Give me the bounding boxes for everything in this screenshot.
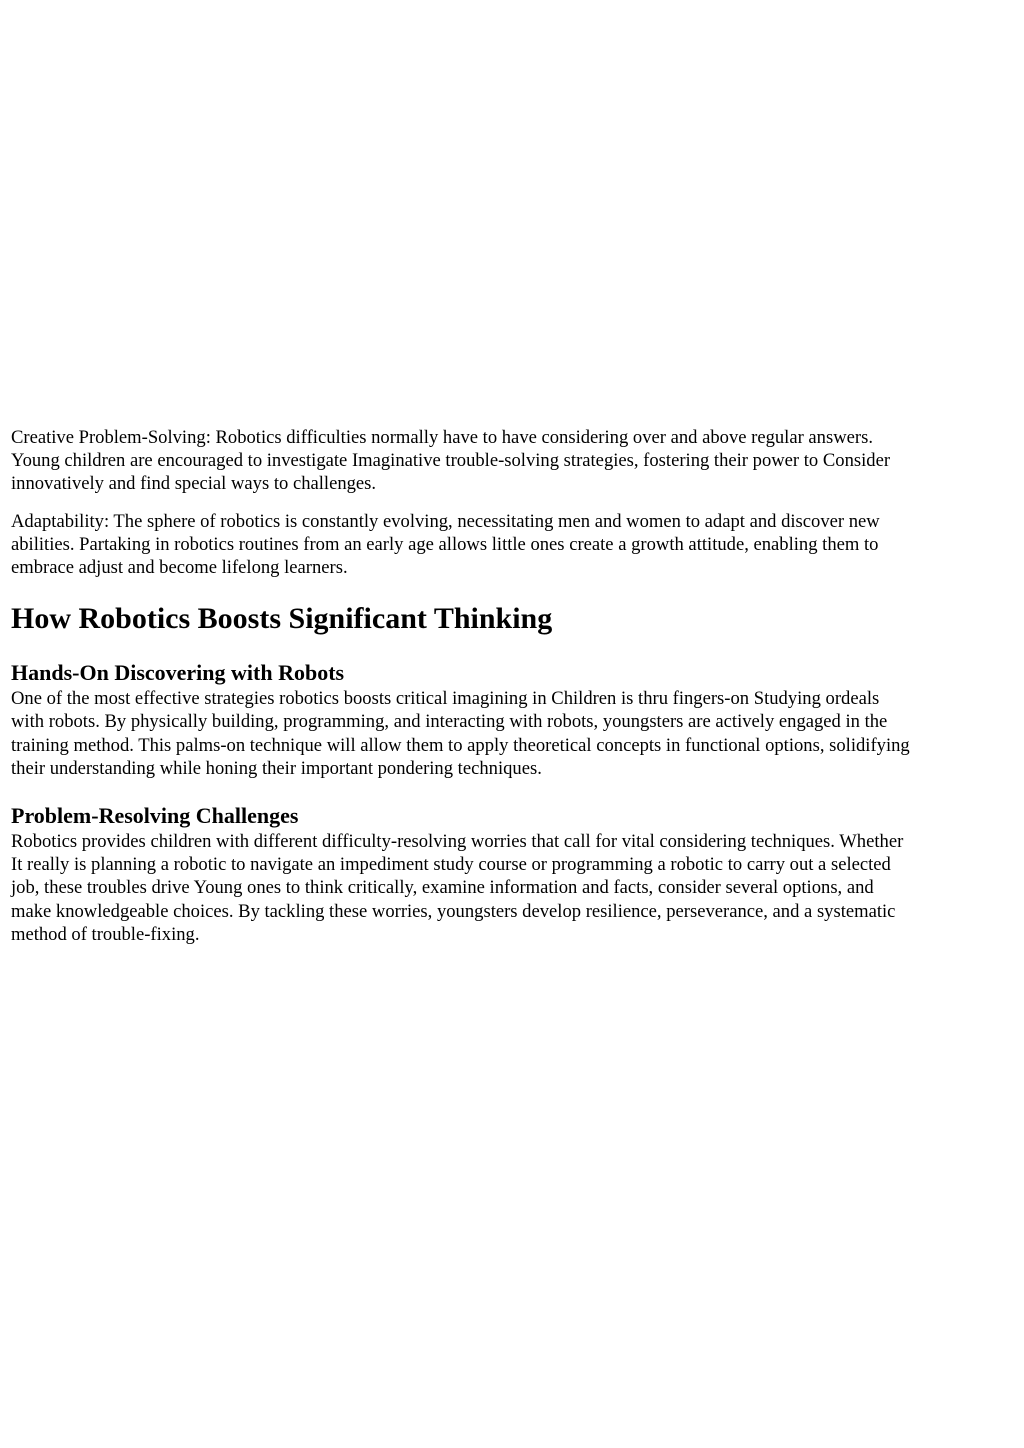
text-line: job, these troubles drive Young ones to think critically, examine information and facts, consider several options, and	[11, 877, 874, 899]
text-line: It really is planning a robotic to navigate an impediment study course or programming a robotic to carry out a selected	[11, 854, 891, 876]
text-line: method of trouble-fixing.	[11, 923, 200, 945]
paragraph-hands-on	[11, 687, 1013, 780]
text-line: make knowledgeable choices. By tackling these worries, youngsters develop resilience, perseverance, and a systematic	[11, 900, 896, 922]
text-line: Creative Problem-Solving: Robotics difficulties normally have to have considering over and above regular answers.	[11, 427, 873, 448]
heading-main: How Robotics Boosts Significant Thinking	[11, 602, 553, 636]
paragraph-adaptability	[11, 510, 1013, 580]
heading-problem-resolving: Problem-Resolving Challenges	[11, 803, 299, 829]
document-page	[11, 426, 1013, 960]
text-line: One of the most effective strategies robotics boosts critical imagining in Children is thru fingers-on Studying ordeals	[11, 688, 880, 710]
text-line: Robotics provides children with different difficulty-resolving worries that call for vital considering techniques. Whether	[11, 831, 904, 853]
paragraph-creative-problem-solving	[11, 426, 1013, 496]
text-line: Adaptability: The sphere of robotics is constantly evolving, necessitating men and women to adapt and discover new	[11, 510, 880, 532]
text-line: their understanding while honing their important pondering techniques.	[11, 757, 542, 779]
text-line: embrace adjust and become lifelong learners.	[11, 557, 348, 579]
text-line: with robots. By physically building, programming, and interacting with robots, youngsters are actively engaged in the	[11, 711, 888, 733]
paragraph-problem-resolving	[11, 830, 1013, 946]
text-line: abilities. Partaking in robotics routines from an early age allows little ones create a growth attitude, enabling them to	[11, 533, 879, 555]
heading-hands-on: Hands-On Discovering with Robots	[11, 660, 345, 686]
text-line: training method. This palms-on technique will allow them to apply theoretical concepts in functional options, solidifying	[11, 734, 910, 756]
text-line: innovatively and find special ways to challenges.	[11, 473, 377, 495]
text-line: Young children are encouraged to investigate Imaginative trouble-solving strategies, fostering their power to Consider	[11, 450, 891, 472]
